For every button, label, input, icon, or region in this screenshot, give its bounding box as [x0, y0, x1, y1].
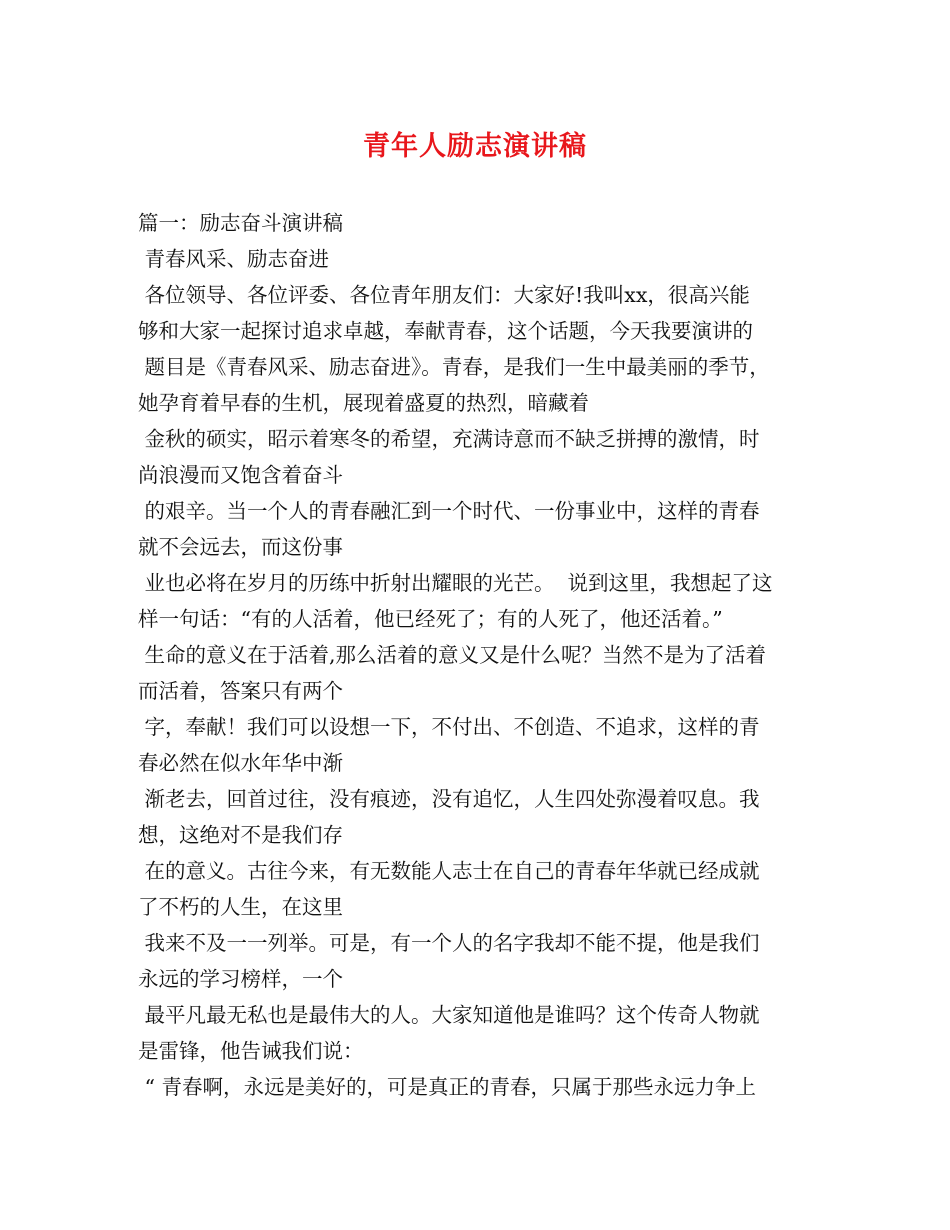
- text-line: 生命的意义在于活着,那么活着的意义又是什么呢？当然不是为了活着: [138, 643, 767, 667]
- text-line: 够和大家一起探讨追求卓越，奉献青春，这个话题，今天我要演讲的: [138, 319, 753, 343]
- text-line: 字，奉献！我们可以设想一下，不付出、不创造、不追求，这样的青: [138, 715, 760, 739]
- text-line: 最平凡最无私也是最伟大的人。大家知道他是谁吗？这个传奇人物就: [138, 1003, 760, 1027]
- document-title: 青年人励志演讲稿: [363, 131, 587, 162]
- text-line: 金秋的硕实，昭示着寒冬的希望，充满诗意而不缺乏拼搏的激情，时: [138, 427, 760, 451]
- text-line: 样一句话：“有的人活着，他已经死了；有的人死了，他还活着。”: [138, 607, 723, 631]
- text-line: 而活着，答案只有两个: [138, 679, 343, 703]
- text-line: 题目是《青春风采、励志奋进》。青春，是我们一生中最美丽的季节，: [138, 355, 770, 379]
- text-line: 的艰辛。当一个人的青春融汇到一个时代、一份事业中，这样的青春: [138, 499, 760, 523]
- text-line: “ 青春啊，永远是美好的，可是真正的青春，只属于那些永远力争上: [138, 1075, 757, 1099]
- text-line: 了不朽的人生，在这里: [138, 895, 343, 919]
- text-line: 就不会远去，而这份事: [138, 535, 343, 559]
- text-line: 青春风采、励志奋进: [138, 247, 330, 271]
- text-line: 永远的学习榜样，一个: [138, 967, 343, 991]
- text-line: 是雷锋，他告诫我们说：: [138, 1039, 364, 1063]
- text-line: 尚浪漫而又饱含着奋斗: [138, 463, 343, 487]
- text-line: 在的意义。古往今来，有无数能人志士在自己的青春年华就已经成就: [138, 859, 760, 883]
- text-line: 春必然在似水年华中渐: [138, 751, 343, 775]
- text-line: 篇一：励志奋斗演讲稿: [138, 211, 343, 235]
- text-line: 我来不及一一列举。可是，有一个人的名字我却不能不提，他是我们: [138, 931, 760, 955]
- text-line: 想，这绝对不是我们存: [138, 823, 343, 847]
- text-line: 各位领导、各位评委、各位青年朋友们：大家好!我叫xx，很高兴能: [138, 283, 750, 307]
- text-line: 渐老去，回首过往，没有痕迹，没有追忆，人生四处弥漫着叹息。我: [138, 787, 760, 811]
- text-line: 她孕育着早春的生机，展现着盛夏的热烈，暗藏着: [138, 391, 589, 415]
- text-line: 业也必将在岁月的历练中折射出耀眼的光芒。 说到这里，我想起了这: [138, 571, 773, 595]
- document-body: [138, 205, 828, 1105]
